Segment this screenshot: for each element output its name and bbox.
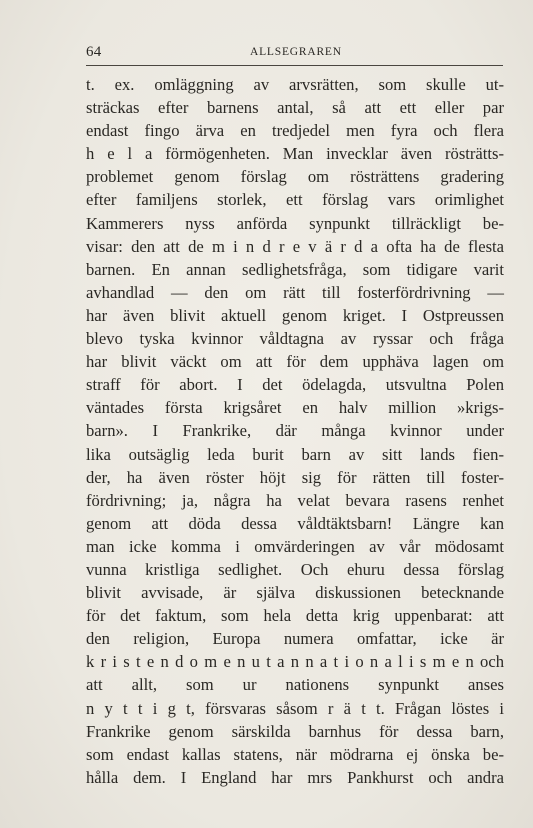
text-line: barn». I Frankrike, där många kvinnor under [86,421,504,441]
text-line: att allt, som ur nationens synpunkt anses [86,675,504,695]
page-header [86,44,503,64]
text-line: väntades första krigsåret en halv million »krigs- [86,398,504,418]
text-line: man icke komma i omvärderingen av vår mödosamt [86,536,504,556]
text-line: endast fingo ärva en tredjedel men fyra och flera [86,121,504,141]
text-line: lika outsäglig leda burit barn av sitt lands fien- [86,444,504,464]
body-text [86,73,504,789]
text-line: blevo tyska kvinnor våldtagna av ryssar och fråga [86,329,504,349]
text-line: straff för abort. I det ödelagda, utsvultna Polen [86,375,504,395]
text-line: barnen. En annan sedlighetsfråga, som tidigare varit [86,259,504,279]
text-line: fördrivning; ja, några ha velat bevara rasens renhet [86,490,504,510]
text-line: n y t t i g t, försvaras såsom r ä t t. Frågan löstes i [86,698,504,718]
text-line: der, ha även röster höjt sig för rätten till foster- [86,467,504,487]
text-line: har även blivit aktuell genom kriget. I Ostpreussen [86,305,504,325]
text-line: visar: den att de m i n d r e v ä r d a ofta ha de flesta [86,236,504,256]
header-rule [86,65,503,66]
text-line: den religion, Europa numera omfattar, icke är [86,629,504,649]
text-line: Kammerers nyss anförda synpunkt tillräckligt be- [86,213,504,233]
text-line: vunna kristliga sedlighet. Och ehuru dessa förslag [86,559,504,579]
text-line: efter familjens storlek, ett förslag vars orimlighet [86,190,504,210]
page-number: 64 [86,44,102,60]
text-line: genom att döda dessa våldtäktsbarn! Längre kan [86,513,504,533]
text-line: sträckas efter barnens antal, så att ett eller par [86,98,504,118]
text-line: blivit avvisade, är själva diskussionen betecknande [86,583,504,603]
text-line: h e l a förmögenheten. Man invecklar även rösträtts- [86,144,504,164]
text-line: har blivit väckt om att för dem upphäva lagen om [86,352,504,372]
text-line: som endast kallas statens, när mödrarna ej önska be- [86,744,504,764]
text-line: för det faktum, som hela detta krig uppenbarat: att [86,606,504,626]
text-line: avhandlad — den om rätt till fosterfördrivning — [86,282,504,302]
text-line: Frankrike genom särskilda barnhus för dessa barn, [86,721,504,741]
text-line: hålla dem. I England har mrs Pankhurst och andra [86,767,504,787]
text-line: problemet genom förslag om rösträttens gradering [86,167,504,187]
text-line: t. ex. omläggning av arvsrätten, som skulle ut- [86,75,504,94]
running-title: ALLSEGRAREN [250,46,342,58]
text-line: k r i s t e n d o m e n u t a n n a t i o n a l i s m e n och [86,652,504,672]
